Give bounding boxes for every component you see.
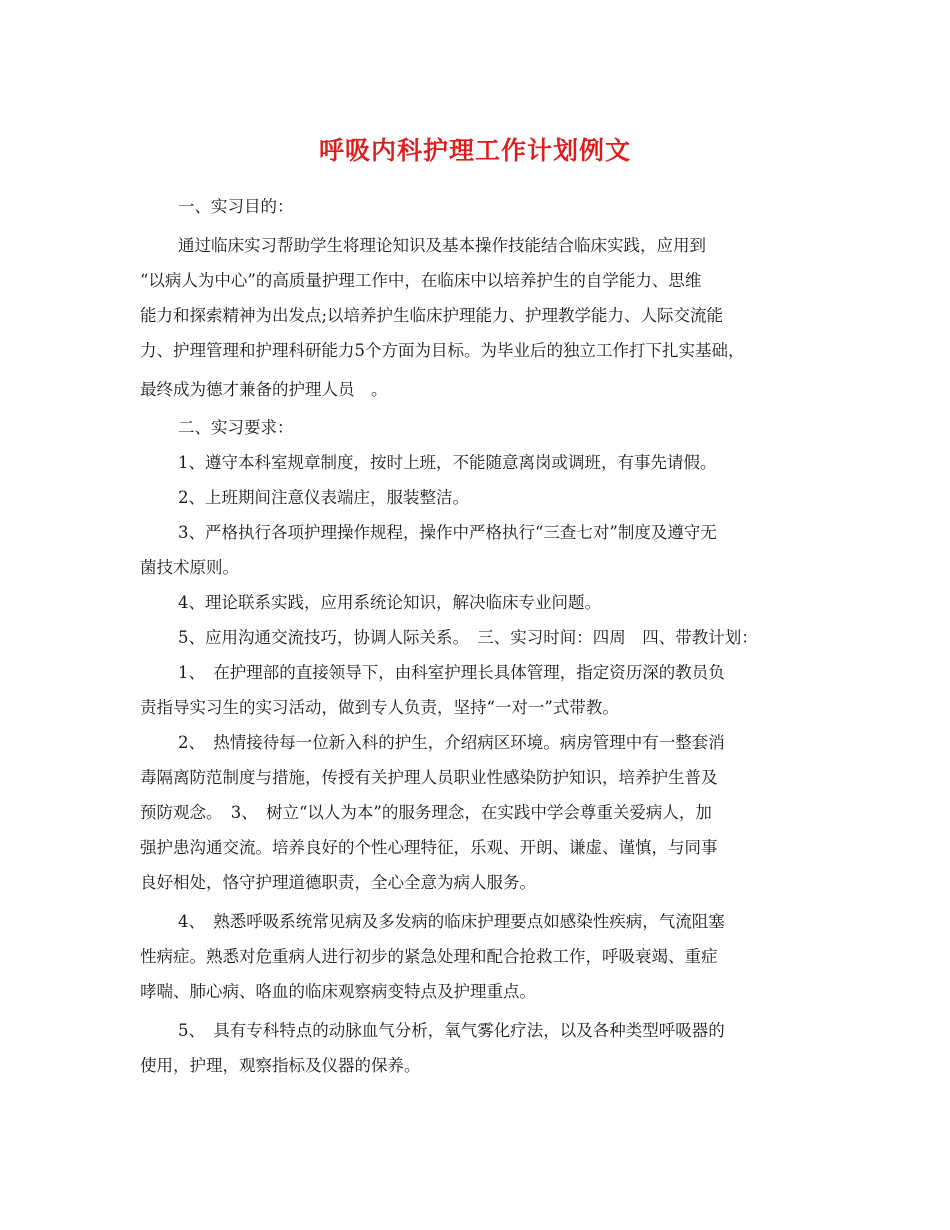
paragraph-line: 能力和探索精神为出发点;以培养护生临床护理能力、护理教学能力、人际交流能 [140,306,724,325]
paragraph-line: “以病人为中心”的高质量护理工作中，在临床中以培养护生的自学能力、思维 [140,271,702,290]
paragraph-line: 责指导实习生的实习活动，做到专人负责，坚持“一对一”式带教。 [140,698,619,717]
paragraph-line: 良好相处，恪守护理道德职责，全心全意为病人服务。 [140,873,536,892]
paragraph-line: 毒隔离防范制度与措施，传授有关护理人员职业性感染防护知识，培养护生普及 [140,768,718,787]
paragraph-line: 性病症。熟悉对危重病人进行初步的紧急处理和配合抢救工作，呼吸衰竭、重症 [140,947,718,966]
paragraph-line: 4、理论联系实践，应用系统论知识，解决临床专业问题。 [178,593,601,612]
document-title: 呼吸内科护理工作计划例文 [318,136,631,165]
paragraph-line: 哮喘、肺心病、咯血的临床观察病变特点及护理重点。 [140,982,536,1001]
paragraph-line: 一、实习目的： [178,197,294,216]
paragraph-line: 使用，护理，观察指标及仪器的保养。 [140,1056,421,1075]
paragraph-line: 通过临床实习帮助学生将理论知识及基本操作技能结合临床实践，应用到 [178,236,706,255]
paragraph-line: 二、实习要求： [178,418,294,437]
paragraph-line: 3、严格执行各项护理操作规程，操作中严格执行“三查七对”制度及遵守无 [178,523,717,542]
paragraph-line: 2、 热情接待每一位新入科的护生，介绍病区环境。病房管理中有一整套消 [178,733,725,752]
paragraph-line: 4、 熟悉呼吸系统常见病及多发病的临床护理要点如感染性疾病，气流阻塞 [178,912,725,931]
paragraph-line: 力、护理管理和护理科研能力5个方面为目标。为毕业后的独立工作打下扎实基础， [140,341,745,360]
paragraph-line: 1、 在护理部的直接领导下，由科室护理长具体管理，指定资历深的教员负 [178,663,725,682]
paragraph-line: 1、遵守本科室规章制度，按时上班，不能随意离岗或调班，有事先请假。 [178,453,717,472]
paragraph-line: 最终成为德才兼备的护理人员 。 [140,380,388,399]
paragraph-line: 5、 具有专科特点的动脉血气分析，氧气雾化疗法，以及各种类型呼吸器的 [178,1021,725,1040]
paragraph-line: 5、应用沟通交流技巧，协调人际关系。 三、实习时间：四周 四、带教计划： [178,628,758,647]
paragraph-line: 菌技术原则。 [140,558,239,577]
paragraph-line: 强护患沟通交流。培养良好的个性心理特征，乐观、开朗、谦虚、谨慎，与同事 [140,838,718,857]
paragraph-line: 预防观念。 3、 树立“以人为本”的服务理念，在实践中学会尊重关爱病人，加 [140,803,712,822]
paragraph-line: 2、上班期间注意仪表端庄，服装整洁。 [178,488,469,507]
